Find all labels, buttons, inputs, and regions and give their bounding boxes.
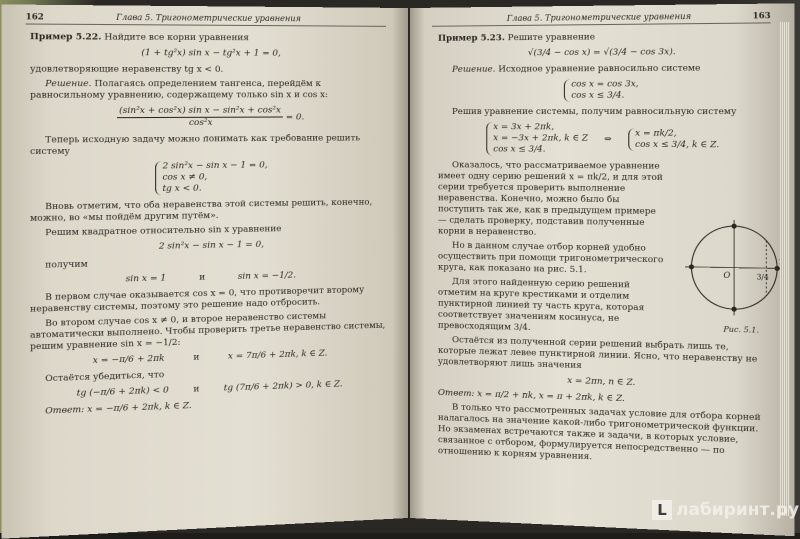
left-page-content (30, 32, 386, 421)
right-page (410, 3, 794, 536)
conjunction: и (193, 384, 200, 395)
left-page (2, 4, 408, 538)
system-1 (30, 159, 386, 197)
x-solution-1: x = −π/6 + 2πk (92, 353, 165, 367)
equivalence-sign: ⇔ (604, 134, 612, 145)
fraction-denominator: cos²x (188, 117, 213, 129)
sin-solution-2: sin x = −1/2. (237, 270, 297, 282)
paragraph-solve-system: Решив уравнение системы, получим равносильную систему (451, 106, 737, 118)
labirint-watermark (652, 500, 799, 520)
example-5-22-task: Найдите все корни уравнения (104, 32, 249, 44)
quadratic-equation: 2 sin²x − sin x − 1 = 0, (158, 239, 264, 252)
paragraph-circle: Но в данном случае отбор корней удобно осуществить при помощи тригонометрического круга, как показано на рис. 5.1. (437, 240, 664, 276)
figure-caption: Рис. 5.1. (723, 324, 759, 335)
x-solution-2: x = 7π/6 + 2πk, k ∈ Z. (227, 348, 328, 362)
root-marker-top (732, 224, 737, 229)
system-line: cos x ≠ 0, (162, 172, 208, 183)
root-marker-left (689, 264, 694, 269)
system-2 (438, 79, 771, 102)
solution-paragraph (30, 79, 386, 102)
paragraph-check: Остаётся убедиться, что (45, 369, 165, 385)
paragraph-final: В только что рассмотренных задачах условие для отбора корней налагалось на значение какой-либо тригонометрической функции. Но экзаменах встречаются также и задачи, в которых условие, связанное с отбором, формулируется непосредственно — по отношению к корням уравнения. (437, 402, 761, 463)
trig-circle-diagram (681, 215, 788, 321)
condition-text: удовлетворяющие неравенству tg x < 0. (30, 64, 224, 75)
system-line: 2 sin²x − sin x − 1 = 0, (162, 160, 268, 172)
paragraph-again: Вновь отметим, что оба неравенства этой системы решить, конечно, можно, во «мы пойдём другим путём». (30, 197, 373, 224)
paragraph-second-case: Во втором случае cos x ≠ 0, и второе неравенство системы автоматически выполнено. Чтобы проверить третье неравенство системы, решим уравнение sin x = −1/2: (30, 311, 386, 353)
paragraph-mark: Для этого найденную серию решений отметим на круге крестиками и отделим пунктирной линией ту часть круга, которая соответствует значениям косинуса, не превосходящим 3/4. (437, 276, 645, 334)
open-book (18, 8, 788, 523)
answer-text: x = π/2 + πk, x = π + 2πk, k ∈ Z. (477, 389, 625, 405)
equation-5-23: √(3/4 − cos x) = √(3/4 − cos 3x). (527, 47, 676, 59)
system-line: x = πk/2, (635, 127, 677, 139)
example-5-23-label: Пример 5.23. (437, 33, 505, 44)
equation-5-22: (1 + tg²x) sin x − tg²x + 1 = 0, (141, 47, 281, 59)
system-line: cos x ≤ 3/4. (493, 144, 546, 155)
root-marker-right (775, 266, 780, 271)
solution-text: Полагаясь определением тангенса, перейдём к равносильному уравнению, содержащему только sin x и cos x: (30, 78, 328, 101)
system-line: x = −3x + 2πk, k ∈ Z (493, 133, 589, 144)
watermark-text: лабиринт.ру (676, 500, 800, 520)
system-brace (486, 122, 588, 156)
tangent-check-1: tg (−π/6 + 2πk) < 0 (76, 385, 169, 399)
tangent-check-2: tg (7π/6 + 2πk) > 0, k ∈ Z. (223, 379, 343, 394)
page-block-edge (780, 22, 790, 516)
paragraph-system-intro: Теперь исходную задачу можно понимать как требование решить систему (30, 133, 361, 158)
solution-paragraph (438, 63, 771, 76)
solution-label: Решение. (451, 64, 496, 75)
origin-label: O (723, 270, 731, 281)
paragraph-get: получим (45, 259, 88, 271)
example-5-22-label: Пример 5.22. (30, 31, 102, 43)
left-chapter-title: Глава 5. Тригонометрические уравнения (116, 12, 301, 24)
system-line: cos x = cos 3x, (571, 79, 639, 90)
fraction-equation (30, 105, 386, 130)
conjunction: и (199, 272, 206, 283)
left-page-header (26, 11, 386, 27)
example-5-23-heading (438, 31, 771, 45)
system-line: x = 3x + 2πk, (493, 122, 555, 133)
fraction (117, 105, 283, 129)
example-5-22-heading (30, 32, 386, 45)
example-5-23-task: Решите уравнение (507, 32, 596, 44)
sin-solution-1: sin x = 1 (125, 273, 167, 285)
right-chapter-title: Глава 5. Тригонометрические уравнения (506, 11, 692, 23)
fraction-numerator: (sin²x + cos²x) sin x − sin²x + cos²x (117, 105, 283, 118)
labirint-logo-icon: L (652, 500, 672, 520)
paragraph-first-case: В первом случае оказывается cos x = 0, что противоречит второму неравенству системы, поэтому это решение надо отбросить. (30, 285, 365, 315)
fraction-rhs: = 0. (285, 112, 305, 123)
three-quarters-label: 3/4 (756, 273, 769, 282)
paragraph-select: Остаётся из полученной серии решений выбрать лишь те, которые лежат левее пунктирной линии. Ясно, что неравенству не удовлетворяют лишь значения (437, 335, 758, 372)
conjunction: и (193, 352, 200, 363)
answer-label: Ответ: (437, 387, 475, 400)
paragraph-series: Оказалось, что рассматриваемое уравнение имеет одну серию решений x = πk/2, и для этой серии требуется проверить выполнение неравенства. Конечно, можно было бы поступить так же, как в предыдущем примере — сделать проверку, подставив полученные корни в неравенство. (437, 160, 663, 238)
trig-circle-figure (681, 215, 788, 342)
paragraph-solve: Решим квадратное относительно sin x уравнение (45, 224, 282, 239)
root-marker-bottom (732, 307, 737, 312)
system-brace (628, 128, 719, 151)
answer-label: Ответ: (45, 404, 85, 417)
right-page-number: 163 (752, 9, 771, 21)
excluded-values: x = 2πn, n ∈ Z. (567, 375, 636, 389)
left-page-number: 162 (25, 10, 44, 22)
solution-label: Решение. (45, 78, 92, 90)
answer-text: x = −π/6 + 2πk, k ∈ Z. (87, 400, 192, 416)
system-line: tg x < 0. (162, 183, 202, 195)
system-line: cos x ≤ 3/4. (571, 90, 625, 101)
right-page-header (432, 10, 771, 27)
solution-text: Исходное уравнение равносильно системе (498, 63, 701, 75)
system-brace (564, 79, 639, 102)
system-line: cos x ≤ 3/4, k ∈ Z. (635, 139, 720, 150)
system-brace (155, 160, 268, 195)
equivalent-systems (438, 122, 771, 157)
